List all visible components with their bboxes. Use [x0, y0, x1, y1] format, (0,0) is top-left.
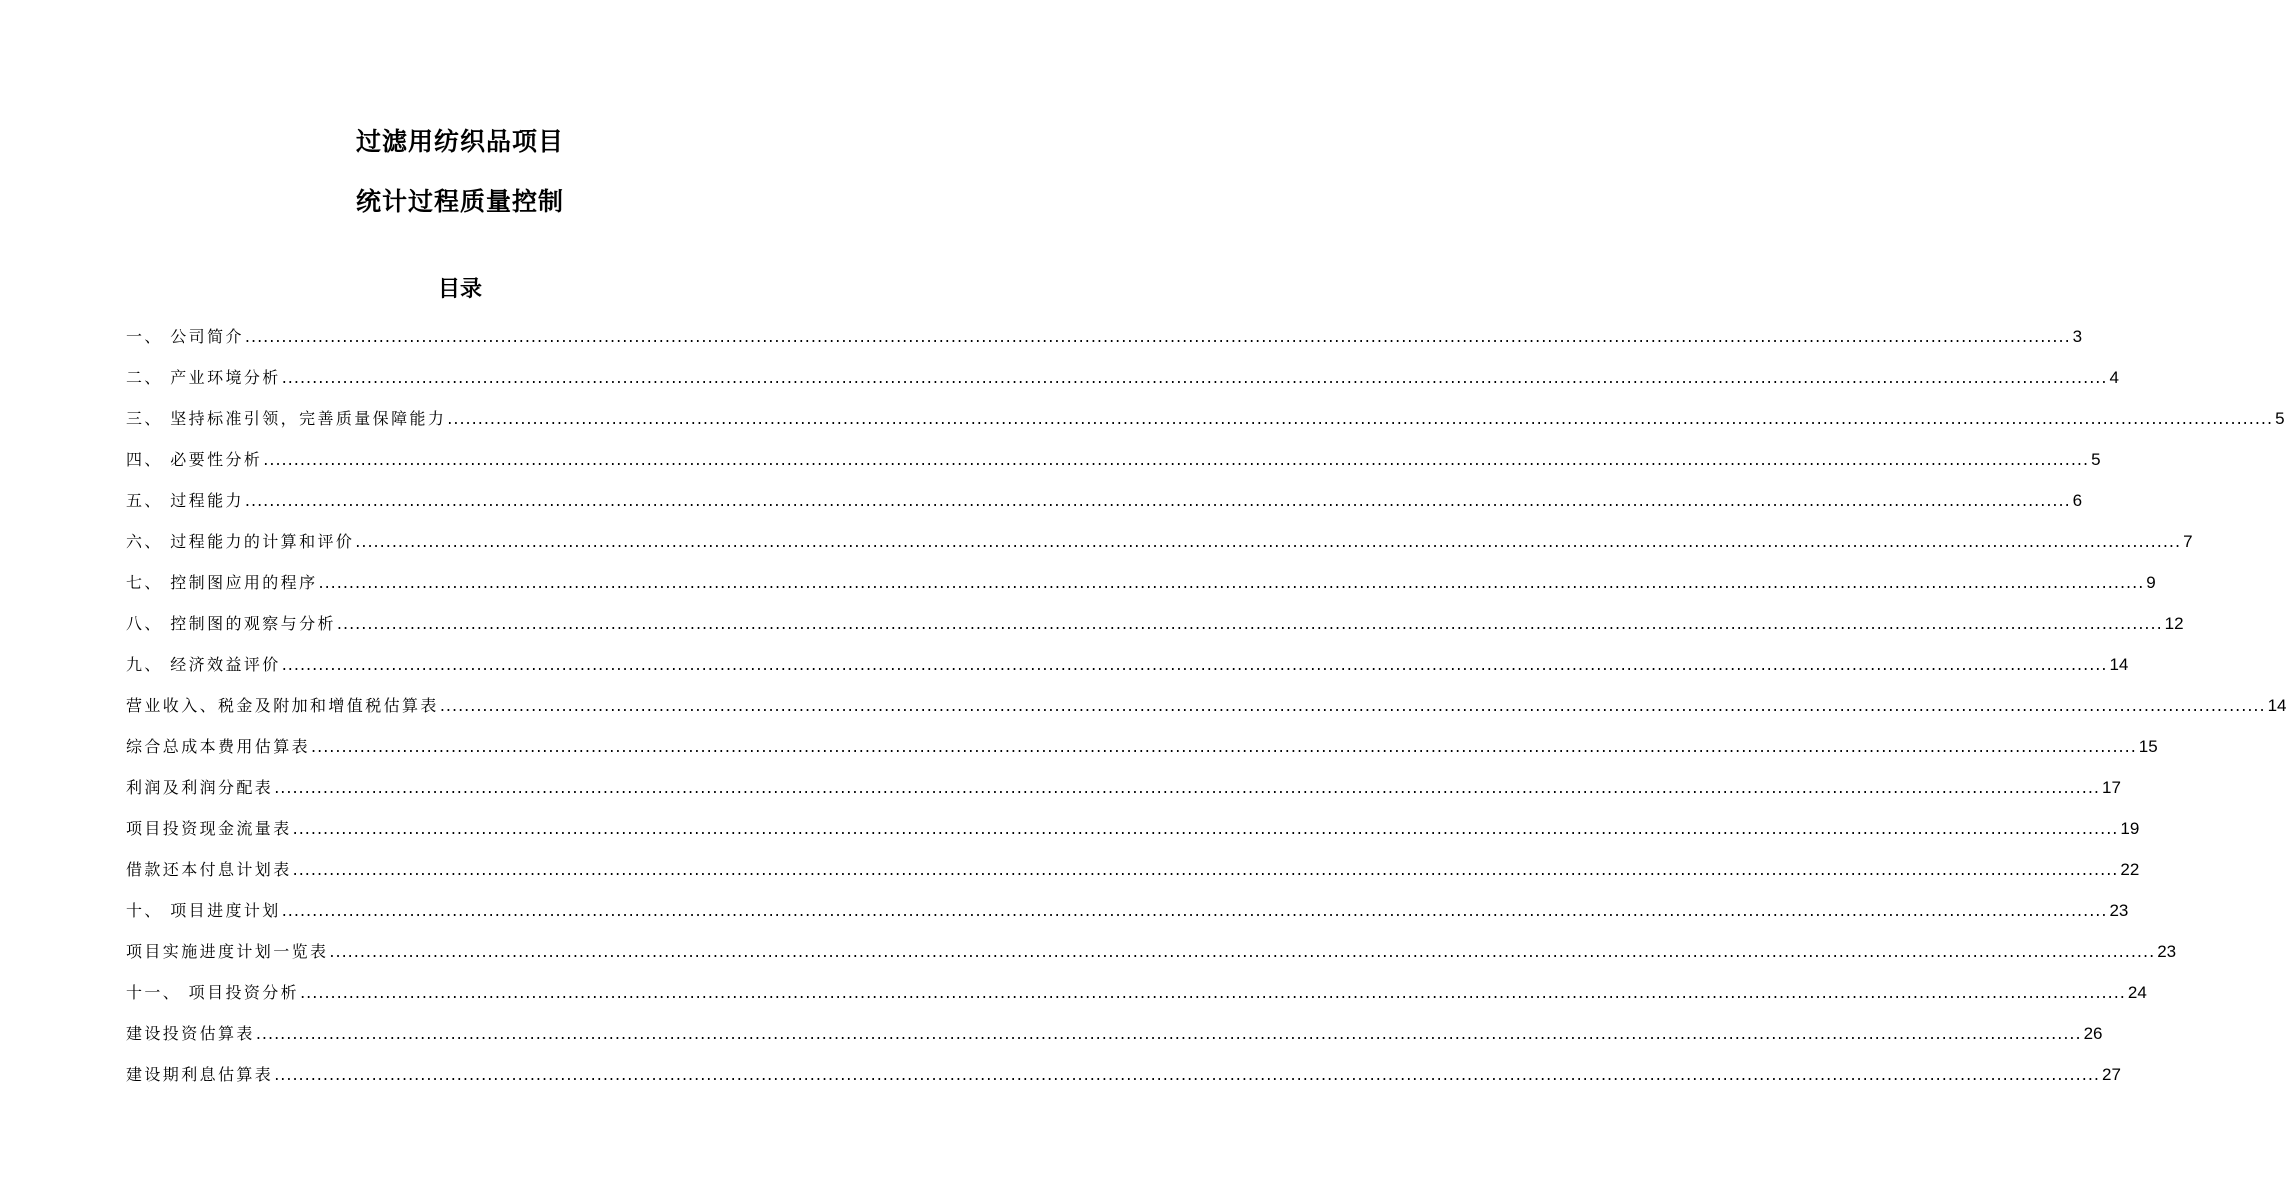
toc-entry-page-number: 23 [2109, 901, 2129, 920]
toc-entry[interactable] [126, 361, 2119, 402]
toc-entry[interactable] [126, 402, 2285, 443]
toc-entry[interactable] [126, 484, 2083, 525]
toc-entry-label: 建设投资估算表 [126, 1024, 255, 1043]
toc-entry[interactable] [126, 525, 2193, 566]
toc-entry[interactable] [126, 1058, 2121, 1099]
toc-entry-label: 一、 公司简介 [126, 327, 244, 346]
toc-entry-label: 五、 过程能力 [126, 491, 244, 510]
toc-entry-page-number: 19 [2120, 819, 2140, 838]
toc-dot-leader: ............................................................................................................................................................................................................................................................................................................ [274, 778, 2100, 797]
toc-entry-page-number: 24 [2127, 983, 2147, 1002]
document-title-line1: 过滤用纺织品项目 [355, 127, 564, 156]
toc-entry[interactable] [126, 894, 2129, 935]
toc-entry[interactable] [126, 648, 2129, 689]
toc-entry-label: 三、 坚持标准引领，完善质量保障能力 [126, 409, 447, 428]
toc-entry-label: 四、 必要性分析 [126, 450, 263, 469]
toc-dot-leader: ............................................................................................................................................................................................................................................................................................................ [274, 1065, 2100, 1084]
toc-entry-page-number: 14 [2267, 696, 2287, 715]
toc-dot-leader: ............................................................................................................................................................................................................................................................................................................ [281, 368, 2108, 387]
toc-dot-leader: ............................................................................................................................................................................................................................................................................................................ [311, 737, 2137, 756]
toc-dot-leader: ............................................................................................................................................................................................................................................................................................................ [281, 655, 2108, 674]
toc-entry-label: 项目投资现金流量表 [126, 819, 292, 838]
toc-entry-page-number: 23 [2157, 942, 2177, 961]
toc-entry-page-number: 9 [2146, 573, 2156, 592]
toc-entry[interactable] [126, 935, 2177, 976]
toc-entry[interactable] [126, 730, 2158, 771]
toc-dot-leader: ............................................................................................................................................................................................................................................................................................................ [244, 491, 2071, 510]
toc-entry[interactable] [126, 771, 2121, 812]
toc-entry-label: 六、 过程能力的计算和评价 [126, 532, 355, 551]
toc-entry-page-number: 14 [2109, 655, 2129, 674]
toc-dot-leader: ............................................................................................................................................................................................................................................................................................................ [292, 860, 2119, 879]
toc-entry[interactable] [126, 320, 2083, 361]
toc-entry-label: 借款还本付息计划表 [126, 860, 292, 879]
toc-entry-label: 七、 控制图应用的程序 [126, 573, 318, 592]
toc-entry-page-number: 27 [2101, 1065, 2121, 1084]
toc-dot-leader: ............................................................................................................................................................................................................................................................................................................ [292, 819, 2119, 838]
toc-dot-leader: ............................................................................................................................................................................................................................................................................................................ [447, 409, 2274, 428]
toc-entry-label: 项目实施进度计划一览表 [126, 942, 329, 961]
toc-entry[interactable] [126, 443, 2101, 484]
toc-entry[interactable] [126, 689, 2287, 730]
toc-entry-page-number: 15 [2138, 737, 2158, 756]
table-of-contents [126, 320, 2287, 1099]
toc-entry-page-number: 22 [2120, 860, 2140, 879]
toc-dot-leader: ............................................................................................................................................................................................................................................................................................................ [281, 901, 2108, 920]
toc-dot-leader: ............................................................................................................................................................................................................................................................................................................ [329, 942, 2156, 961]
toc-entry-page-number: 12 [2164, 614, 2184, 633]
toc-entry-label: 十一、 项目投资分析 [126, 983, 300, 1002]
toc-entry[interactable] [126, 1017, 2103, 1058]
toc-dot-leader: ............................................................................................................................................................................................................................................................................................................ [318, 573, 2145, 592]
toc-entry-page-number: 5 [2275, 409, 2285, 428]
toc-dot-leader: ............................................................................................................................................................................................................................................................................................................ [336, 614, 2163, 633]
toc-dot-leader: ............................................................................................................................................................................................................................................................................................................ [244, 327, 2071, 346]
toc-entry-label: 二、 产业环境分析 [126, 368, 281, 387]
toc-entry[interactable] [126, 853, 2140, 894]
toc-entry[interactable] [126, 812, 2140, 853]
toc-entry-label: 建设期利息估算表 [126, 1065, 274, 1084]
toc-entry-page-number: 26 [2083, 1024, 2103, 1043]
toc-entry-page-number: 5 [2091, 450, 2101, 469]
document-title-line2: 统计过程质量控制 [355, 187, 564, 216]
toc-entry-label: 利润及利润分配表 [126, 778, 274, 797]
toc-entry-page-number: 6 [2072, 491, 2083, 510]
toc-entry[interactable] [126, 566, 2156, 607]
toc-dot-leader: ............................................................................................................................................................................................................................................................................................................ [355, 532, 2182, 551]
toc-entry-page-number: 4 [2109, 368, 2119, 387]
toc-entry-page-number: 17 [2101, 778, 2121, 797]
toc-dot-leader: ............................................................................................................................................................................................................................................................................................................ [439, 696, 2266, 715]
toc-entry-label: 综合总成本费用估算表 [126, 737, 311, 756]
toc-entry[interactable] [126, 607, 2184, 648]
toc-dot-leader: ............................................................................................................................................................................................................................................................................................................ [255, 1024, 2082, 1043]
toc-entry[interactable] [126, 976, 2147, 1017]
toc-entry-label: 八、 控制图的观察与分析 [126, 614, 336, 633]
toc-entry-label: 十、 项目进度计划 [126, 901, 281, 920]
toc-entry-page-number: 3 [2072, 327, 2083, 346]
toc-entry-label: 九、 经济效益评价 [126, 655, 281, 674]
toc-entry-page-number: 7 [2183, 532, 2193, 551]
toc-dot-leader: ............................................................................................................................................................................................................................................................................................................ [300, 983, 2126, 1002]
toc-entry-label: 营业收入、税金及附加和增值税估算表 [126, 696, 439, 715]
toc-heading: 目录 [437, 277, 482, 302]
toc-dot-leader: ............................................................................................................................................................................................................................................................................................................ [263, 450, 2090, 469]
